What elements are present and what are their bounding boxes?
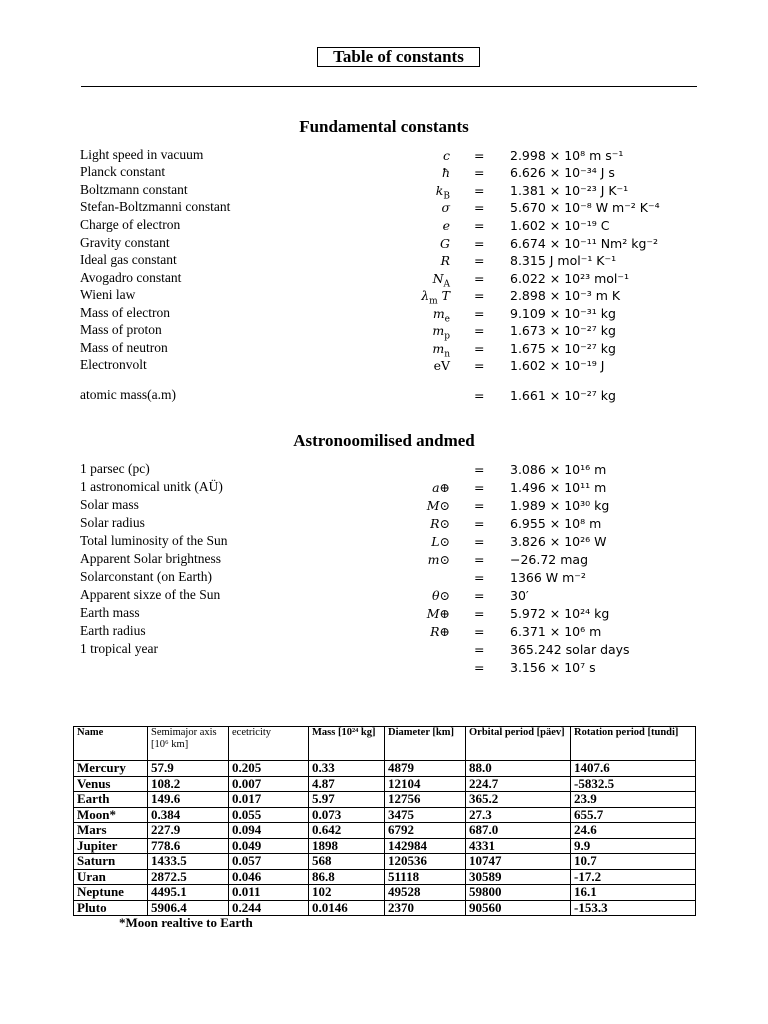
- table-row: [74, 885, 696, 901]
- constant-name: Electronvolt: [80, 357, 147, 372]
- table-cell: 12756: [385, 792, 466, 808]
- table-cell: 0.046: [229, 869, 309, 885]
- equals-sign: =: [474, 183, 485, 198]
- constant-value: 9.109 × 10⁻³¹ kg: [510, 306, 616, 321]
- constant-row: [80, 641, 700, 659]
- table-row: [74, 823, 696, 839]
- table-cell: 5.97: [309, 792, 385, 808]
- table-cell: 16.1: [571, 885, 696, 901]
- planet-name-cell: Mars: [74, 823, 148, 839]
- constant-name: Stefan-Boltzmanni constant: [80, 199, 231, 214]
- constant-symbol: ħ: [441, 165, 450, 180]
- constant-symbol: θ⊙: [432, 588, 450, 603]
- table-cell: 778.6: [148, 838, 229, 854]
- table-row: [74, 761, 696, 777]
- constant-name: 1 parsec (pc): [80, 461, 150, 476]
- constant-name: Earth mass: [80, 605, 140, 620]
- table-cell: 88.0: [466, 761, 571, 777]
- planet-name-cell: Venus: [74, 776, 148, 792]
- equals-sign: =: [474, 516, 485, 531]
- equals-sign: =: [474, 498, 485, 513]
- table-cell: 227.9: [148, 823, 229, 839]
- planet-name-cell: Uran: [74, 869, 148, 885]
- constant-value: 6.626 × 10⁻³⁴ J s: [510, 165, 615, 180]
- equals-sign: =: [474, 660, 485, 675]
- table-row: [74, 792, 696, 808]
- table-cell: 687.0: [466, 823, 571, 839]
- equals-sign: =: [474, 624, 485, 639]
- constant-row: [80, 623, 700, 641]
- constant-name: Mass of electron: [80, 305, 170, 320]
- constant-symbol: $\lambda_m$ T: [421, 288, 450, 307]
- planets-header-row: [74, 727, 696, 761]
- constant-symbol: σ: [441, 200, 450, 215]
- table-cell: 4.87: [309, 776, 385, 792]
- constant-symbol: $k_B$: [435, 183, 450, 202]
- constant-value: −26.72 mag: [510, 552, 589, 567]
- table-cell: 5906.4: [148, 900, 229, 916]
- fundamental-heading: Fundamental constants: [299, 117, 469, 136]
- constant-row: [80, 659, 700, 677]
- table-row: [74, 838, 696, 854]
- planet-name-cell: Neptune: [74, 885, 148, 901]
- constant-row: [80, 199, 700, 217]
- constant-value: 3.826 × 10²⁶ W: [510, 534, 607, 549]
- table-cell: 102: [309, 885, 385, 901]
- constant-symbol: a⊕: [432, 480, 450, 495]
- equals-sign: =: [474, 200, 485, 215]
- table-cell: 0.384: [148, 807, 229, 823]
- constant-value: 2.998 × 10⁸ m s⁻¹: [510, 148, 624, 163]
- constant-row: [80, 497, 700, 515]
- constant-row: [80, 479, 700, 497]
- constant-row: [80, 147, 700, 165]
- table-cell: 2872.5: [148, 869, 229, 885]
- constant-symbol: m⊙: [427, 552, 450, 567]
- constant-value: 6.022 × 10²³ mol⁻¹: [510, 271, 630, 286]
- table-cell: 3475: [385, 807, 466, 823]
- column-header: Name: [74, 727, 148, 761]
- constant-value: 1.381 × 10⁻²³ J K⁻¹: [510, 183, 629, 198]
- table-row: [74, 776, 696, 792]
- page-title: Table of constants: [317, 47, 480, 67]
- table-cell: 51118: [385, 869, 466, 885]
- constant-row: [80, 305, 700, 323]
- constant-name: Charge of electron: [80, 217, 181, 232]
- constant-name: atomic mass(a.m): [80, 387, 176, 402]
- table-row: [74, 807, 696, 823]
- table-cell: -153.3: [571, 900, 696, 916]
- constant-value: 5.670 × 10⁻⁸ W m⁻² K⁻⁴: [510, 200, 660, 215]
- constant-symbol: G: [440, 236, 450, 251]
- title-divider: [81, 86, 697, 87]
- table-cell: 27.3: [466, 807, 571, 823]
- table-cell: -17.2: [571, 869, 696, 885]
- table-cell: 568: [309, 854, 385, 870]
- constant-symbol: R⊙: [430, 516, 450, 531]
- planet-name-cell: Earth: [74, 792, 148, 808]
- constant-name: Apparent Solar brightness: [80, 551, 221, 566]
- planet-name-cell: Moon*: [74, 807, 148, 823]
- equals-sign: =: [474, 570, 485, 585]
- table-cell: 0.642: [309, 823, 385, 839]
- table-cell: 9.9: [571, 838, 696, 854]
- column-header: Orbital period [päev]: [466, 727, 571, 761]
- constant-symbol: M⊕: [426, 606, 450, 621]
- constant-symbol: R: [440, 253, 450, 268]
- table-cell: 2370: [385, 900, 466, 916]
- constant-name: Planck constant: [80, 164, 166, 179]
- constant-value: 1.673 × 10⁻²⁷ kg: [510, 323, 616, 338]
- table-cell: 108.2: [148, 776, 229, 792]
- constant-row: [80, 340, 700, 358]
- planets-body: [74, 761, 696, 916]
- planet-name-cell: Mercury: [74, 761, 148, 777]
- constant-symbol: M⊙: [426, 498, 450, 513]
- equals-sign: =: [474, 588, 485, 603]
- equals-sign: =: [474, 462, 485, 477]
- table-cell: 24.6: [571, 823, 696, 839]
- constant-value: 3.086 × 10¹⁶ m: [510, 462, 607, 477]
- column-header: Diameter [km]: [385, 727, 466, 761]
- constant-value: 6.674 × 10⁻¹¹ Nm² kg⁻²: [510, 236, 658, 251]
- table-row: [74, 900, 696, 916]
- table-row: [74, 854, 696, 870]
- table-cell: 0.049: [229, 838, 309, 854]
- constant-name: Solar radius: [80, 515, 145, 530]
- constant-value: 3.156 × 10⁷ s: [510, 660, 596, 675]
- constant-value: 1.602 × 10⁻¹⁹ C: [510, 218, 610, 233]
- constant-name: Solar mass: [80, 497, 139, 512]
- constant-value: 1.675 × 10⁻²⁷ kg: [510, 341, 616, 356]
- constant-row: [80, 235, 700, 253]
- table-cell: 4331: [466, 838, 571, 854]
- constant-value: 1.661 × 10⁻²⁷ kg: [510, 388, 616, 403]
- equals-sign: =: [474, 534, 485, 549]
- constant-symbol: $m_e$: [432, 306, 450, 325]
- planet-name-cell: Jupiter: [74, 838, 148, 854]
- constant-name: Boltzmann constant: [80, 182, 188, 197]
- equals-sign: =: [474, 606, 485, 621]
- equals-sign: =: [474, 552, 485, 567]
- table-cell: 0.33: [309, 761, 385, 777]
- table-cell: 0.205: [229, 761, 309, 777]
- table-cell: 0.011: [229, 885, 309, 901]
- table-cell: 142984: [385, 838, 466, 854]
- constant-symbol: eV: [433, 358, 450, 373]
- table-cell: 0.017: [229, 792, 309, 808]
- constant-value: 1.602 × 10⁻¹⁹ J: [510, 358, 605, 373]
- constant-row: [80, 461, 700, 479]
- table-cell: 0.0146: [309, 900, 385, 916]
- table-cell: 57.9: [148, 761, 229, 777]
- equals-sign: =: [474, 253, 485, 268]
- table-footnote: *Moon realtive to Earth: [119, 915, 253, 930]
- constant-row: [80, 164, 700, 182]
- constant-name: Total luminosity of the Sun: [80, 533, 228, 548]
- constant-row: [80, 287, 700, 305]
- table-cell: 655.7: [571, 807, 696, 823]
- table-cell: 0.055: [229, 807, 309, 823]
- constant-value: 2.898 × 10⁻³ m K: [510, 288, 621, 303]
- equals-sign: =: [474, 323, 485, 338]
- table-cell: 0.007: [229, 776, 309, 792]
- constant-symbol: $m_p$: [432, 323, 450, 342]
- constant-row: [80, 182, 700, 200]
- constant-value: 5.972 × 10²⁴ kg: [510, 606, 610, 621]
- equals-sign: =: [474, 218, 485, 233]
- column-header: Semimajor axis [10⁶ km]: [148, 727, 229, 761]
- table-cell: 10.7: [571, 854, 696, 870]
- constant-symbol: e: [442, 218, 450, 233]
- table-cell: 0.057: [229, 854, 309, 870]
- constant-name: Mass of neutron: [80, 340, 168, 355]
- table-cell: 86.8: [309, 869, 385, 885]
- constant-row: [80, 533, 700, 551]
- equals-sign: =: [474, 480, 485, 495]
- table-row: [74, 869, 696, 885]
- constant-row: [80, 217, 700, 235]
- constant-row: [80, 569, 700, 587]
- constant-row: [80, 357, 700, 375]
- equals-sign: =: [474, 148, 485, 163]
- astronomical-heading: Astronoomilised andmed: [293, 431, 475, 450]
- table-cell: 90560: [466, 900, 571, 916]
- equals-sign: =: [474, 165, 485, 180]
- equals-sign: =: [474, 271, 485, 286]
- equals-sign: =: [474, 306, 485, 321]
- table-cell: 12104: [385, 776, 466, 792]
- constant-name: Mass of proton: [80, 322, 162, 337]
- constant-symbol: R⊕: [430, 624, 450, 639]
- constant-name: Gravity constant: [80, 235, 170, 250]
- constant-row: [80, 322, 700, 340]
- table-cell: 59800: [466, 885, 571, 901]
- table-cell: 4495.1: [148, 885, 229, 901]
- constant-name: 1 tropical year: [80, 641, 158, 656]
- constant-row: [80, 387, 700, 405]
- table-cell: 30589: [466, 869, 571, 885]
- column-header: ecetricity: [229, 727, 309, 761]
- constant-value: 1.496 × 10¹¹ m: [510, 480, 607, 495]
- equals-sign: =: [474, 358, 485, 373]
- equals-sign: =: [474, 236, 485, 251]
- constant-value: 30′: [510, 588, 529, 603]
- table-cell: 365.2: [466, 792, 571, 808]
- table-cell: 49528: [385, 885, 466, 901]
- equals-sign: =: [474, 288, 485, 303]
- table-cell: 23.9: [571, 792, 696, 808]
- constant-symbol: c: [442, 148, 450, 163]
- constant-name: Light speed in vacuum: [80, 147, 204, 162]
- column-header: Rotation period [tundi]: [571, 727, 696, 761]
- table-cell: 120536: [385, 854, 466, 870]
- constant-name: 1 astronomical unitk (AÜ): [80, 479, 223, 494]
- constant-value: 365.242 solar days: [510, 642, 630, 657]
- table-cell: 1407.6: [571, 761, 696, 777]
- constant-row: [80, 587, 700, 605]
- table-cell: 10747: [466, 854, 571, 870]
- table-cell: 0.244: [229, 900, 309, 916]
- constant-value: 6.371 × 10⁶ m: [510, 624, 602, 639]
- equals-sign: =: [474, 388, 485, 403]
- constant-row: [80, 515, 700, 533]
- table-cell: 0.094: [229, 823, 309, 839]
- table-cell: 6792: [385, 823, 466, 839]
- planet-name-cell: Saturn: [74, 854, 148, 870]
- constant-name: Apparent sixze of the Sun: [80, 587, 221, 602]
- constant-name: Avogadro constant: [80, 270, 182, 285]
- planet-name-cell: Pluto: [74, 900, 148, 916]
- constant-value: 1.989 × 10³⁰ kg: [510, 498, 610, 513]
- constant-name: Solarconstant (on Earth): [80, 569, 212, 584]
- constant-value: 6.955 × 10⁸ m: [510, 516, 602, 531]
- constant-name: Earth radius: [80, 623, 146, 638]
- table-cell: -5832.5: [571, 776, 696, 792]
- equals-sign: =: [474, 642, 485, 657]
- constant-value: 1366 W m⁻²: [510, 570, 586, 585]
- constant-symbol: $m_n$: [432, 341, 450, 360]
- constant-name: Ideal gas constant: [80, 252, 177, 267]
- constant-symbol: L⊙: [431, 534, 450, 549]
- table-cell: 0.073: [309, 807, 385, 823]
- table-cell: 149.6: [148, 792, 229, 808]
- constant-row: [80, 252, 700, 270]
- constant-row: [80, 551, 700, 569]
- constant-row: [80, 270, 700, 288]
- constant-name: Wieni law: [80, 287, 136, 302]
- table-cell: 1433.5: [148, 854, 229, 870]
- equals-sign: =: [474, 341, 485, 356]
- table-cell: 224.7: [466, 776, 571, 792]
- constant-row: [80, 605, 700, 623]
- column-header: Mass [10²⁴ kg]: [309, 727, 385, 761]
- planets-table: [73, 726, 696, 916]
- constant-symbol: $N_A$: [432, 271, 450, 290]
- constant-value: 8.315 J mol⁻¹ K⁻¹: [510, 253, 617, 268]
- table-cell: 4879: [385, 761, 466, 777]
- table-cell: 1898: [309, 838, 385, 854]
